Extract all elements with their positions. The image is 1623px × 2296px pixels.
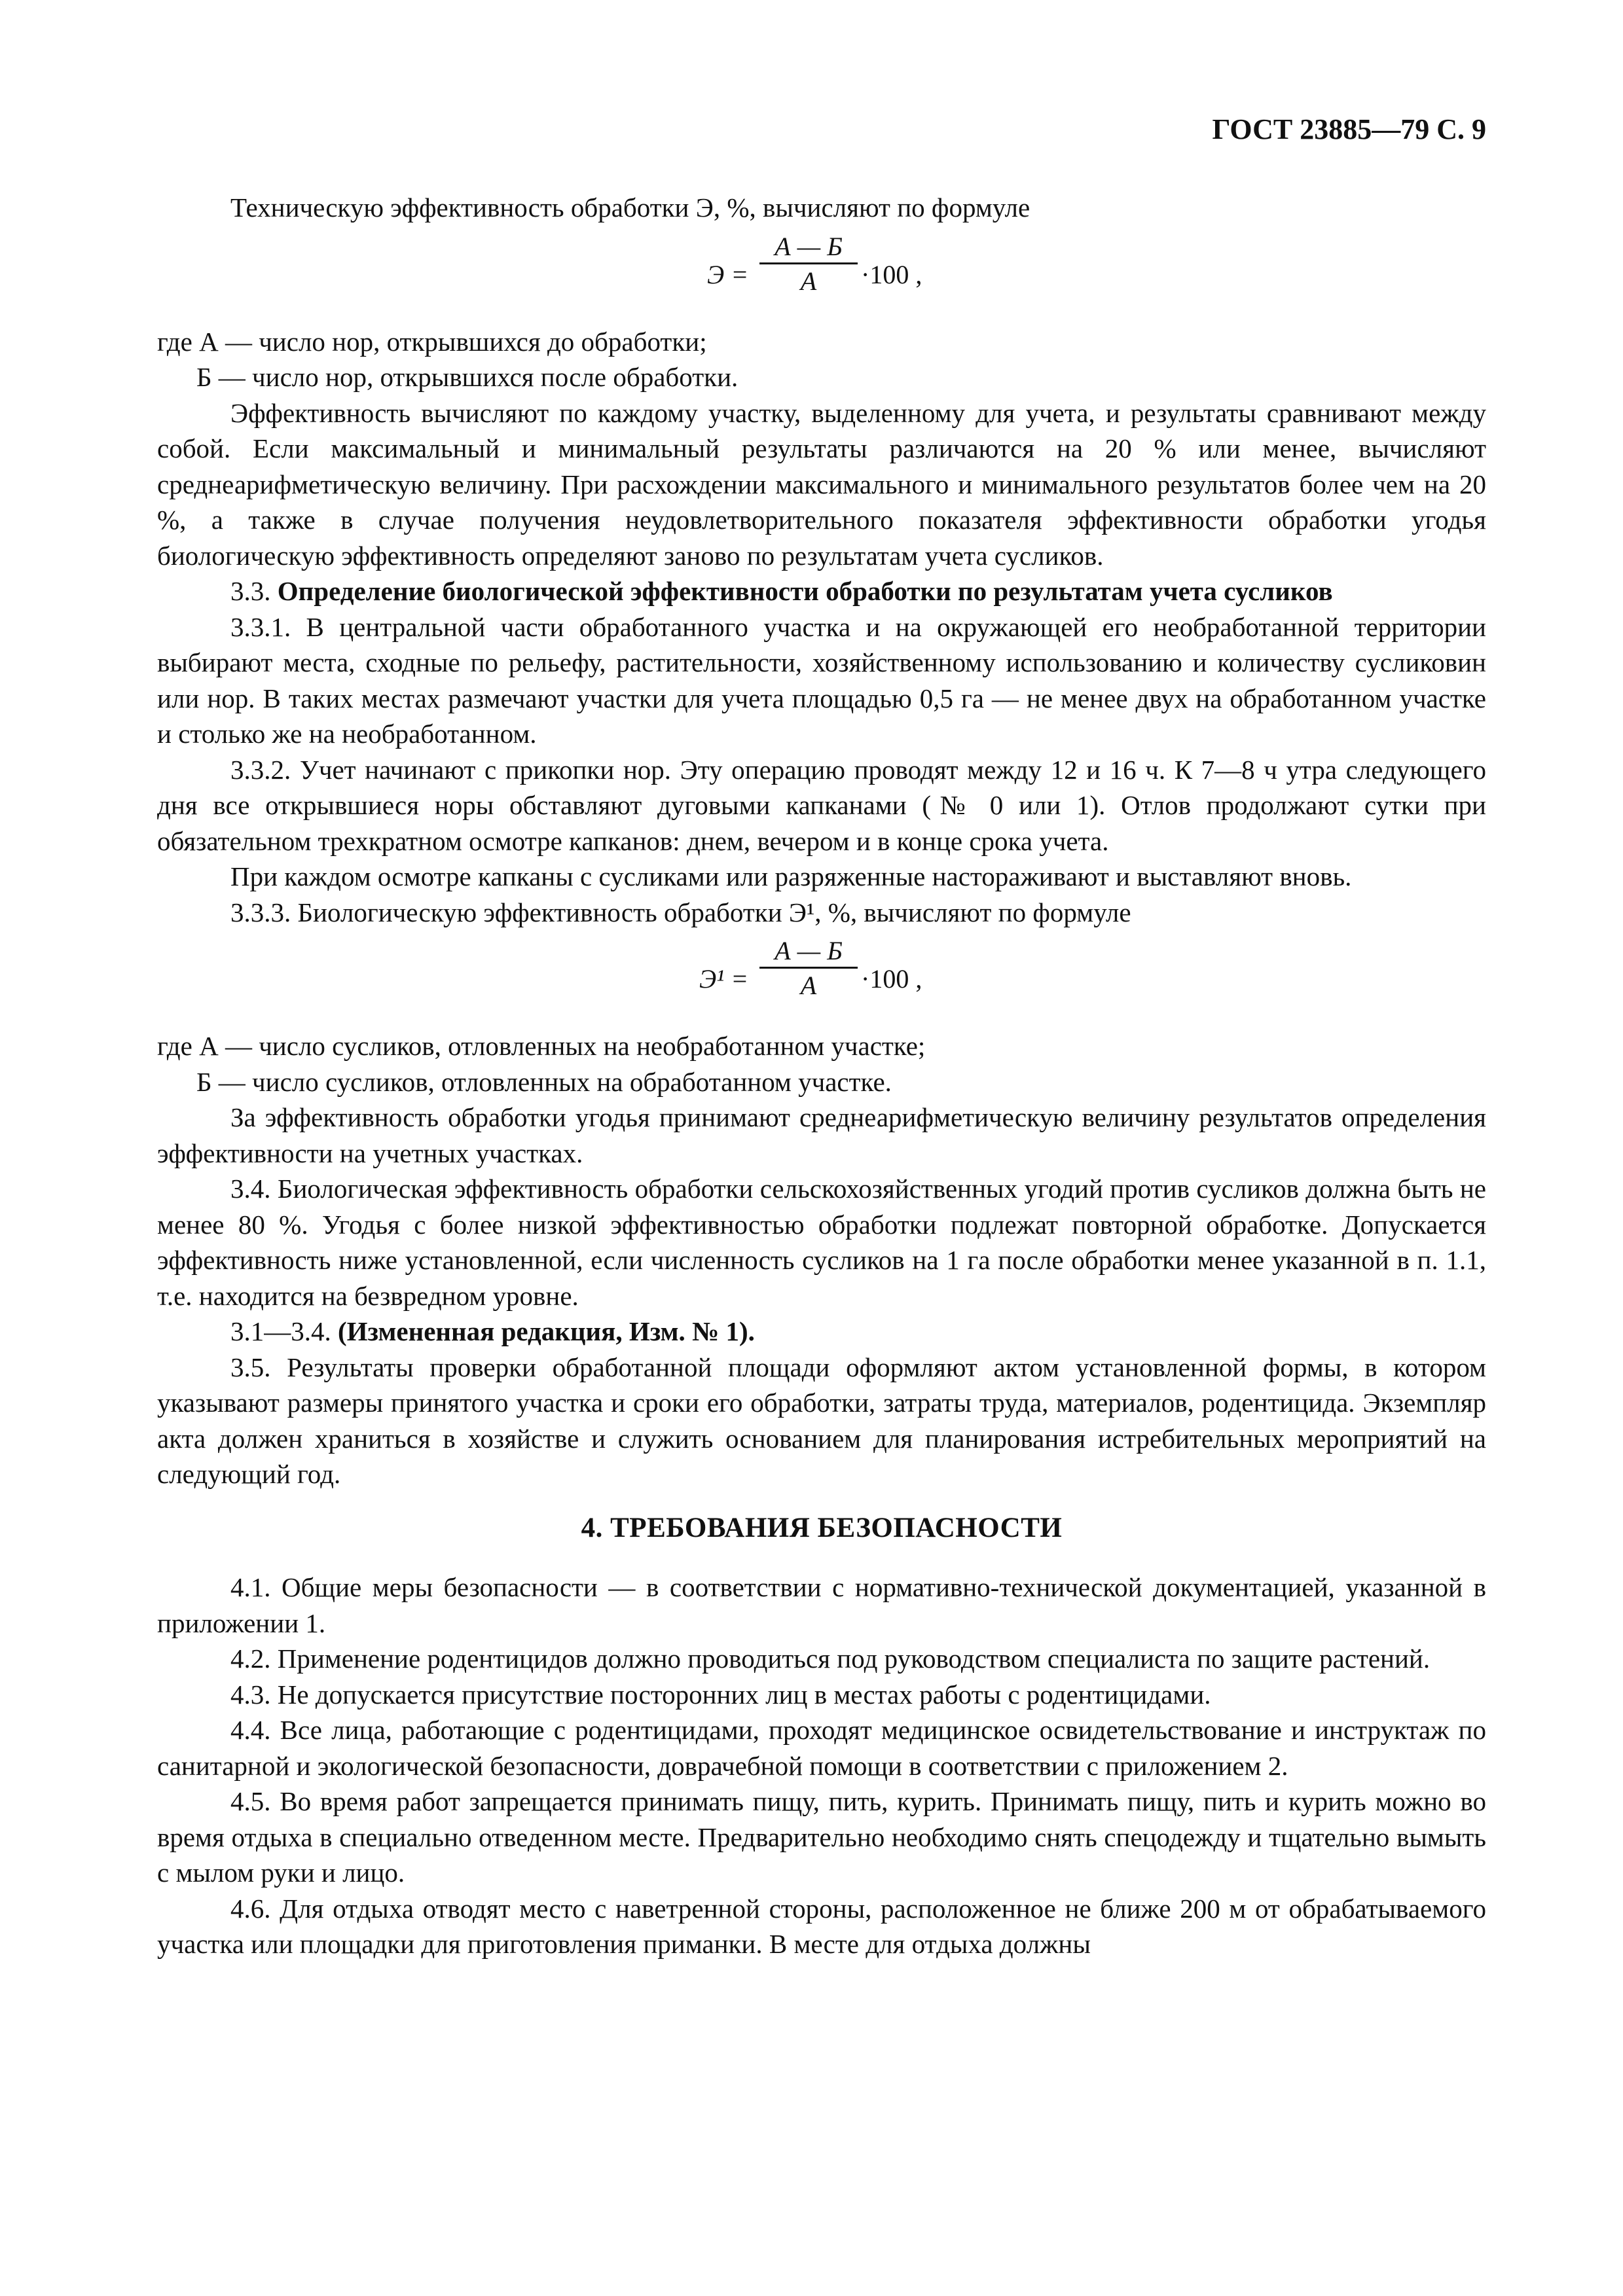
paragraph-3-4: 3.4. Биологическая эффективность обработки сельскохозяйственных угодий против сусликов должна быть не менее 80 %. Угодья с более низкой эффективностью обработки подлежат повторной обработке. Допускается эффективность ниже установленной, если численность сусликов на 1 га после обработки менее указанной в п. 1.1, т.е. находится на безвредном уровне. [157, 1174, 1486, 1311]
formula2-tail: ·100 , [861, 964, 922, 994]
paragraph-4-3: 4.3. Не допускается присутствие посторонних лиц в местах работы с родентицидами. [230, 1679, 1211, 1710]
paragraph-3-3 [157, 573, 1486, 609]
paragraph-4-2: 4.2. Применение родентицидов должно проводиться под руководством специалиста по защите растений. [230, 1643, 1431, 1674]
formula2-lhs: Э¹ = [699, 964, 749, 994]
where2-a: где А — число сусликов, отловленных на необработанном участке; [157, 1031, 926, 1061]
paragraph-3-3-2: 3.3.2. Учет начинают с прикопки нор. Эту операцию проводят между 12 и 16 ч. К 7—8 ч утра следующего дня все открывшиеся норы обставляют дуговыми капканами (№ 0 или 1). Отлов продолжают сутки при обязательном трехкратном осмотре капканов: днем, вечером и в конце срока учета. [157, 754, 1486, 856]
where1-a: где А — число нор, открывшихся до обработки; [157, 326, 707, 357]
paragraph-traps: При каждом осмотре капканы с сусликами или разряженные настораживают и выставляют вновь. [230, 861, 1352, 891]
paragraph-efficiency: Эффективность вычисляют по каждому участку, выделенному для учета, и результаты сравнивают между собой. Если максимальный и минимальный результаты различаются на 20 % или менее, вычисляют среднеарифметическую величину. При расхождении максимального и минимального результатов более чем на 20 %, а также в случае получения неудовлетворительного показателя эффективности обработки угодья биологическую эффективность определяют заново по результатам учета сусликов. [157, 397, 1486, 571]
paragraph-3-3-number: 3.3. [230, 576, 271, 606]
formula1-denominator: А [800, 266, 817, 296]
paragraph-4-5: 4.5. Во время работ запрещается принимать пищу, пить, курить. Принимать пищу, пить и курить можно во время отдыха в специально отведенном месте. Предварительно необходимо снять спецодежду и тщательно вымыть с мылом руки и лицо. [157, 1786, 1486, 1888]
page-body [157, 98, 1486, 1962]
paragraph-3-3-title: Определение биологической эффективности обработки по результатам учета сусликов [277, 576, 1333, 606]
formula-technical-efficiency [157, 226, 1486, 324]
amendment-text: (Измененная редакция, Изм. № 1). [338, 1316, 755, 1346]
document-header: ГОСТ 23885—79 С. 9 [1212, 113, 1486, 145]
formula-biological-efficiency [157, 930, 1486, 1028]
paragraph-amendment [157, 1314, 1486, 1350]
paragraph-average: За эффективность обработки угодья принимают среднеарифметическую величину результатов определения эффективности на учетных участках. [157, 1102, 1486, 1168]
formula2-numerator: А — Б [775, 936, 843, 965]
where2-b: Б — число сусликов, отловленных на обработанном участке. [196, 1066, 892, 1097]
fraction-bar [759, 967, 858, 969]
formula1-fraction [759, 232, 858, 296]
formula2-denominator: А [800, 971, 817, 1000]
formula2-fraction [759, 937, 858, 1000]
amendment-number: 3.1—3.4. [230, 1316, 331, 1346]
paragraph-4-4: 4.4. Все лица, работающие с родентицидами, проходят медицинское освидетельствование и инструктаж по санитарной и экологической безопасности, доврачебной помощи в соответствии с приложением 2. [157, 1715, 1486, 1781]
fraction-bar [759, 262, 858, 264]
formula1-numerator: А — Б [775, 231, 843, 261]
paragraph-3-3-1: 3.3.1. В центральной части обработанного участка и на окружающей его необработанной территории выбирают места, сходные по рельефу, растительности, хозяйственному использованию и количеству сусликовин или нор. В таких местах размечают участки для учета площадью 0,5 га — не менее двух на обработанном участке и столько же на необработанном. [157, 611, 1486, 749]
paragraph-3-5: 3.5. Результаты проверки обработанной площади оформляют актом установленной формы, в котором указывают размеры принятого участка и сроки его обработки, затраты труда, материалов, родентицида. Экземпляр акта должен храниться в хозяйстве и служить основанием для планирования истребительных мероприятий на следующий год. [157, 1352, 1486, 1489]
formula1-lhs: Э = [707, 259, 749, 289]
formula1-intro: Техническую эффективность обработки Э, %, вычисляют по формуле [230, 192, 1030, 223]
paragraph-3-3-3: 3.3.3. Биологическую эффективность обработки Э¹, %, вычисляют по формуле [230, 897, 1131, 927]
where1-b: Б — число нор, открывшихся после обработки. [196, 362, 739, 392]
formula1-tail: ·100 , [861, 259, 922, 289]
paragraph-4-1: 4.1. Общие меры безопасности — в соответствии с нормативно-технической документацией, указанной в приложении 1. [157, 1572, 1486, 1638]
paragraph-4-6: 4.6. Для отдыха отводят место с наветренной стороны, расположенное не ближе 200 м от обрабатываемого участка или площадки для приготовления приманки. В месте для отдыха должны [157, 1893, 1486, 1959]
section-4-title: 4. ТРЕБОВАНИЯ БЕЗОПАСНОСТИ [581, 1512, 1063, 1543]
